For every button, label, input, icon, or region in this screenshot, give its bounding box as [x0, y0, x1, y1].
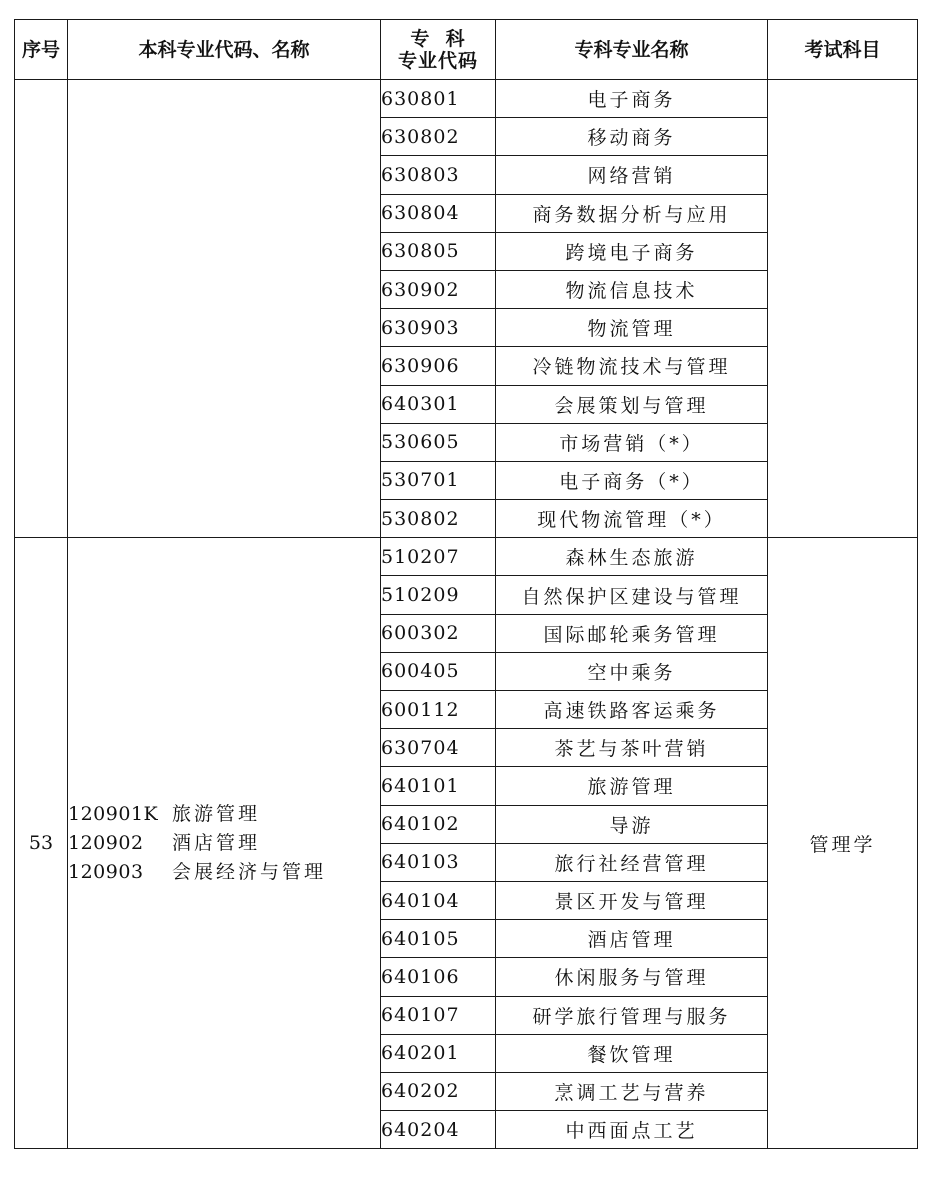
- undergrad-major: [68, 800, 380, 829]
- major-code-cell: 630801: [381, 80, 496, 118]
- major-name-cell: 旅行社经营管理: [496, 843, 768, 881]
- header-seq: 序号: [15, 20, 68, 80]
- major-code-cell: 630903: [381, 309, 496, 347]
- major-name-cell: 网络营销: [496, 156, 768, 194]
- major-name-cell: 高速铁路客运乘务: [496, 691, 768, 729]
- major-code-cell: 600302: [381, 614, 496, 652]
- major-code-cell: 640102: [381, 805, 496, 843]
- major-name-cell: 冷链物流技术与管理: [496, 347, 768, 385]
- exam-subject-cell: 管理学: [768, 538, 918, 1149]
- major-name-cell: 国际邮轮乘务管理: [496, 614, 768, 652]
- major-code-cell: 510209: [381, 576, 496, 614]
- undergrad-name: 旅游管理: [172, 802, 261, 825]
- undergrad-name: 会展经济与管理: [172, 860, 327, 883]
- undergrad-name: 酒店管理: [172, 831, 261, 854]
- major-code-cell: 640105: [381, 920, 496, 958]
- major-name-cell: 空中乘务: [496, 652, 768, 690]
- undergrad-cell: [68, 80, 381, 538]
- header-code-line1: 专 科: [410, 27, 466, 50]
- major-name-cell: 茶艺与茶叶营销: [496, 729, 768, 767]
- major-code-cell: 510207: [381, 538, 496, 576]
- major-code-cell: 600405: [381, 652, 496, 690]
- major-name-cell: 酒店管理: [496, 920, 768, 958]
- major-name-cell: 电子商务: [496, 80, 768, 118]
- major-name-cell: 休闲服务与管理: [496, 958, 768, 996]
- majors-table: [14, 19, 918, 1149]
- table-body: [15, 80, 918, 1149]
- major-code-cell: 630803: [381, 156, 496, 194]
- major-name-cell: 物流管理: [496, 309, 768, 347]
- major-code-cell: 530701: [381, 461, 496, 499]
- header-undergrad: 本科专业代码、名称: [68, 20, 381, 80]
- major-name-cell: 现代物流管理（*）: [496, 500, 768, 538]
- table-row: [15, 80, 918, 118]
- major-name-cell: 导游: [496, 805, 768, 843]
- header-name: 专科专业名称: [496, 20, 768, 80]
- major-code-cell: 640104: [381, 881, 496, 919]
- major-name-cell: 自然保护区建设与管理: [496, 576, 768, 614]
- undergrad-major: [68, 858, 380, 887]
- major-code-cell: 640201: [381, 1034, 496, 1072]
- major-name-cell: 电子商务（*）: [496, 461, 768, 499]
- table-row: [15, 538, 918, 576]
- major-code-cell: 640101: [381, 767, 496, 805]
- major-code-cell: 630802: [381, 118, 496, 156]
- seq-cell: [15, 80, 68, 538]
- major-name-cell: 旅游管理: [496, 767, 768, 805]
- major-name-cell: 景区开发与管理: [496, 881, 768, 919]
- major-name-cell: 森林生态旅游: [496, 538, 768, 576]
- major-code-cell: 640202: [381, 1072, 496, 1110]
- major-name-cell: 烹调工艺与营养: [496, 1072, 768, 1110]
- major-code-cell: 640204: [381, 1111, 496, 1149]
- major-code-cell: 630902: [381, 270, 496, 308]
- header-row: [15, 20, 918, 80]
- exam-subject-cell: [768, 80, 918, 538]
- header-code-line2: 专业代码: [397, 49, 478, 72]
- undergrad-code: 120901K: [68, 802, 159, 825]
- undergrad-code: 120902: [68, 831, 144, 854]
- undergrad-major: [68, 829, 380, 858]
- major-code-cell: 600112: [381, 691, 496, 729]
- seq-cell: 53: [15, 538, 68, 1149]
- major-code-cell: 630805: [381, 232, 496, 270]
- major-name-cell: 跨境电子商务: [496, 232, 768, 270]
- major-code-cell: 640106: [381, 958, 496, 996]
- major-code-cell: 640103: [381, 843, 496, 881]
- major-code-cell: 630906: [381, 347, 496, 385]
- major-name-cell: 商务数据分析与应用: [496, 194, 768, 232]
- major-code-cell: 630804: [381, 194, 496, 232]
- major-name-cell: 餐饮管理: [496, 1034, 768, 1072]
- major-code-cell: 630704: [381, 729, 496, 767]
- major-code-cell: 530605: [381, 423, 496, 461]
- undergrad-cell: [68, 538, 381, 1149]
- major-name-cell: 市场营销（*）: [496, 423, 768, 461]
- major-code-cell: 640301: [381, 385, 496, 423]
- undergrad-code: 120903: [68, 860, 144, 883]
- major-code-cell: 530802: [381, 500, 496, 538]
- major-name-cell: 物流信息技术: [496, 270, 768, 308]
- header-exam: 考试科目: [768, 20, 918, 80]
- major-name-cell: 中西面点工艺: [496, 1111, 768, 1149]
- major-code-cell: 640107: [381, 996, 496, 1034]
- major-name-cell: 研学旅行管理与服务: [496, 996, 768, 1034]
- major-name-cell: 移动商务: [496, 118, 768, 156]
- major-name-cell: 会展策划与管理: [496, 385, 768, 423]
- header-code: [381, 20, 496, 80]
